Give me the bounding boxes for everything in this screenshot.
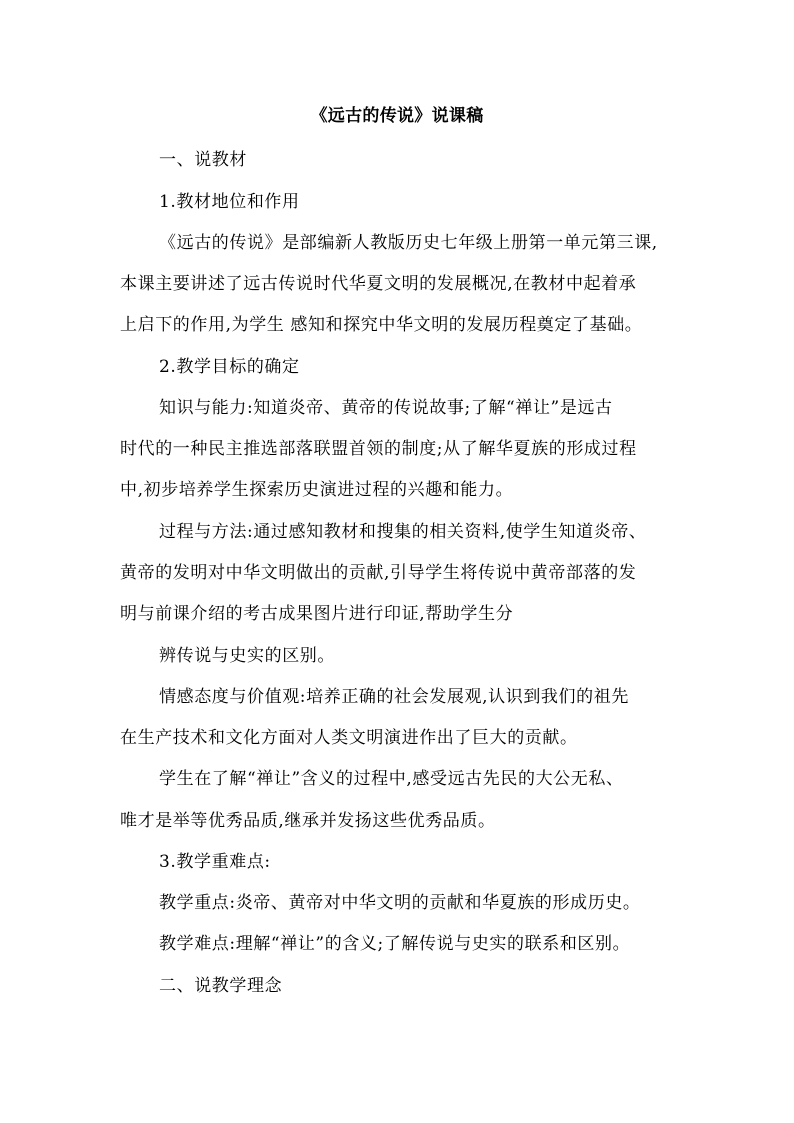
paragraph-line: 知识与能力:知道炎帝、黄帝的传说故事;了解“禅让”是远古: [159, 398, 613, 418]
subsection-heading-material-position: 1.教材地位和作用: [159, 192, 300, 212]
paragraph-line: 教学难点:理解“禅让”的含义;了解传说与史实的联系和区别。: [159, 934, 631, 954]
paragraph-line: 时代的一种民主推选部落联盟首领的制度;从了解华夏族的形成过程: [120, 439, 637, 459]
paragraph-line: 辨传说与史实的区别。: [159, 646, 335, 666]
paragraph-line: 上启下的作用,为学生 感知和探究中华文明的发展历程奠定了基础。: [120, 315, 643, 335]
paragraph-line: 中,初步培养学生探索历史演进过程的兴趣和能力。: [120, 480, 514, 500]
subsection-heading-teaching-goals: 2.教学目标的确定: [159, 357, 300, 377]
paragraph-line: 在生产技术和文化方面对人类文明演进作出了巨大的贡献。: [120, 728, 578, 748]
paragraph-line: 本课主要讲述了远古传说时代华夏文明的发展概况,在教材中起着承: [120, 274, 637, 294]
paragraph-line: 过程与方法:通过感知教材和搜集的相关资料,使学生知道炎帝、: [159, 522, 647, 542]
subsection-heading-key-points: 3.教学重难点:: [159, 852, 271, 872]
paragraph-line: 黄帝的发明对中华文明做出的贡献,引导学生将传说中黄帝部落的发: [120, 563, 637, 583]
paragraph-line: 学生在了解“禅让”含义的过程中,感受远古先民的大公无私、: [159, 769, 624, 789]
paragraph-line: 明与前课介绍的考古成果图片进行印证,帮助学生分: [120, 604, 514, 624]
paragraph-line: 教学重点:炎帝、黄帝对中华文明的贡献和华夏族的形成历史。: [159, 893, 641, 913]
paragraph-line: 唯才是举等优秀品质,继承并发扬这些优秀品质。: [120, 811, 496, 831]
paragraph-line: 《远古的传说》是部编新人教版历史七年级上册第一单元第三课,: [159, 233, 658, 253]
document-title: 《远古的传说》说课稿: [310, 106, 484, 126]
section-heading-teaching-philosophy: 二、说教学理念: [159, 976, 283, 996]
section-heading-teaching-material: 一、说教材: [159, 150, 247, 170]
paragraph-line: 情感态度与价值观:培养正确的社会发展观,认识到我们的祖先: [159, 687, 629, 707]
